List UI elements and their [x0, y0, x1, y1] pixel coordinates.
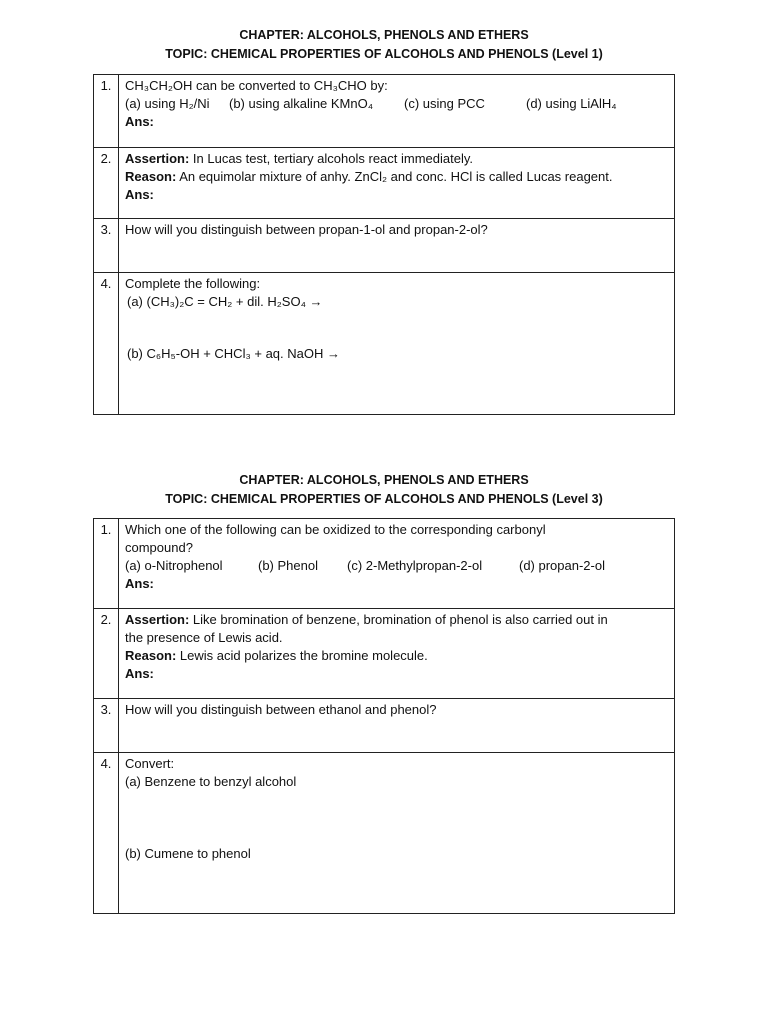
- reason-line: [125, 647, 668, 665]
- assertion-label: Assertion:: [125, 612, 190, 627]
- question-text-line-2: compound?: [125, 540, 193, 555]
- answer-label: Ans:: [125, 187, 154, 202]
- assertion-text: Like bromination of benzene, bromination of phenol is also carried out in: [189, 612, 608, 627]
- question-cell: [119, 699, 675, 753]
- question-text: How will you distinguish between ethanol and phenol?: [125, 702, 437, 717]
- chapter-heading-2: CHAPTER: ALCOHOLS, PHENOLS AND ETHERS: [239, 473, 529, 487]
- part-b: (b) Cumene to phenol: [125, 846, 251, 861]
- question-number: 4.: [94, 273, 119, 415]
- topic-heading-1: TOPIC: CHEMICAL PROPERTIES OF ALCOHOLS AND PHENOLS (Level 1): [165, 47, 603, 61]
- question-row-3: [94, 699, 675, 753]
- question-number: 2.: [94, 609, 119, 699]
- assertion-text-continued: the presence of Lewis acid.: [125, 630, 283, 645]
- question-row-2: [94, 609, 675, 699]
- question-cell: [119, 75, 675, 148]
- question-number: 3.: [94, 219, 119, 273]
- question-cell: [119, 753, 675, 914]
- answer-label: Ans:: [125, 114, 154, 129]
- topic-heading-2: TOPIC: CHEMICAL PROPERTIES OF ALCOHOLS AND PHENOLS (Level 3): [165, 492, 603, 506]
- question-row-4: [94, 753, 675, 914]
- question-row-1: [94, 75, 675, 148]
- question-row-3: [94, 219, 675, 273]
- worksheet-table-2: [93, 518, 675, 914]
- part-b: (b) C₆H₅-OH + CHCl₃ + aq. NaOH →: [127, 346, 340, 361]
- question-cell: [119, 519, 675, 609]
- question-text: CH₃CH₂OH can be converted to CH₃CHO by:: [125, 78, 388, 93]
- question-cell: [119, 609, 675, 699]
- part-a: (a) (CH₃)₂C = CH₂ + dil. H₂SO₄ →: [127, 294, 323, 309]
- question-number: 4.: [94, 753, 119, 914]
- question-text: Complete the following:: [125, 276, 261, 291]
- option-d: (d) propan-2-ol: [519, 558, 605, 573]
- reason-label: Reason:: [125, 169, 177, 184]
- question-cell: [119, 148, 675, 219]
- question-text-line-1: Which one of the following can be oxidized to the corresponding carbonyl: [125, 522, 546, 537]
- question-row-4: [94, 273, 675, 415]
- reason-text: Lewis acid polarizes the bromine molecule.: [176, 648, 428, 663]
- option-c: (c) using PCC: [404, 96, 485, 111]
- assertion-line: [125, 150, 668, 168]
- question-number: 1.: [94, 519, 119, 609]
- option-a: (a) o-Nitrophenol: [125, 558, 223, 573]
- question-cell: [119, 273, 675, 415]
- options-line: [125, 557, 668, 575]
- reason-text: An equimolar mixture of anhy. ZnCl₂ and conc. HCl is called Lucas reagent.: [176, 169, 613, 184]
- question-row-1: [94, 519, 675, 609]
- reason-line: [125, 168, 668, 186]
- part-a: (a) Benzene to benzyl alcohol: [125, 774, 297, 789]
- question-text: How will you distinguish between propan-1-ol and propan-2-ol?: [125, 222, 488, 237]
- answer-label: Ans:: [125, 666, 154, 681]
- option-b: (b) using alkaline KMnO₄: [229, 96, 374, 111]
- option-c: (c) 2-Methylpropan-2-ol: [347, 558, 483, 573]
- option-b: (b) Phenol: [258, 558, 318, 573]
- question-cell: [119, 219, 675, 273]
- assertion-text: In Lucas test, tertiary alcohols react immediately.: [189, 151, 474, 166]
- worksheet-table-1: [93, 74, 675, 415]
- question-row-2: [94, 148, 675, 219]
- option-d: (d) using LiAlH₄: [526, 96, 617, 111]
- question-number: 3.: [94, 699, 119, 753]
- answer-label: Ans:: [125, 576, 154, 591]
- question-number: 2.: [94, 148, 119, 219]
- assertion-label: Assertion:: [125, 151, 190, 166]
- options-line: [125, 95, 668, 113]
- reason-label: Reason:: [125, 648, 177, 663]
- option-a: (a) using H₂/Ni: [125, 96, 210, 111]
- question-text: Convert:: [125, 756, 175, 771]
- assertion-line: [125, 611, 668, 629]
- question-number: 1.: [94, 75, 119, 148]
- chapter-heading-1: CHAPTER: ALCOHOLS, PHENOLS AND ETHERS: [239, 28, 529, 42]
